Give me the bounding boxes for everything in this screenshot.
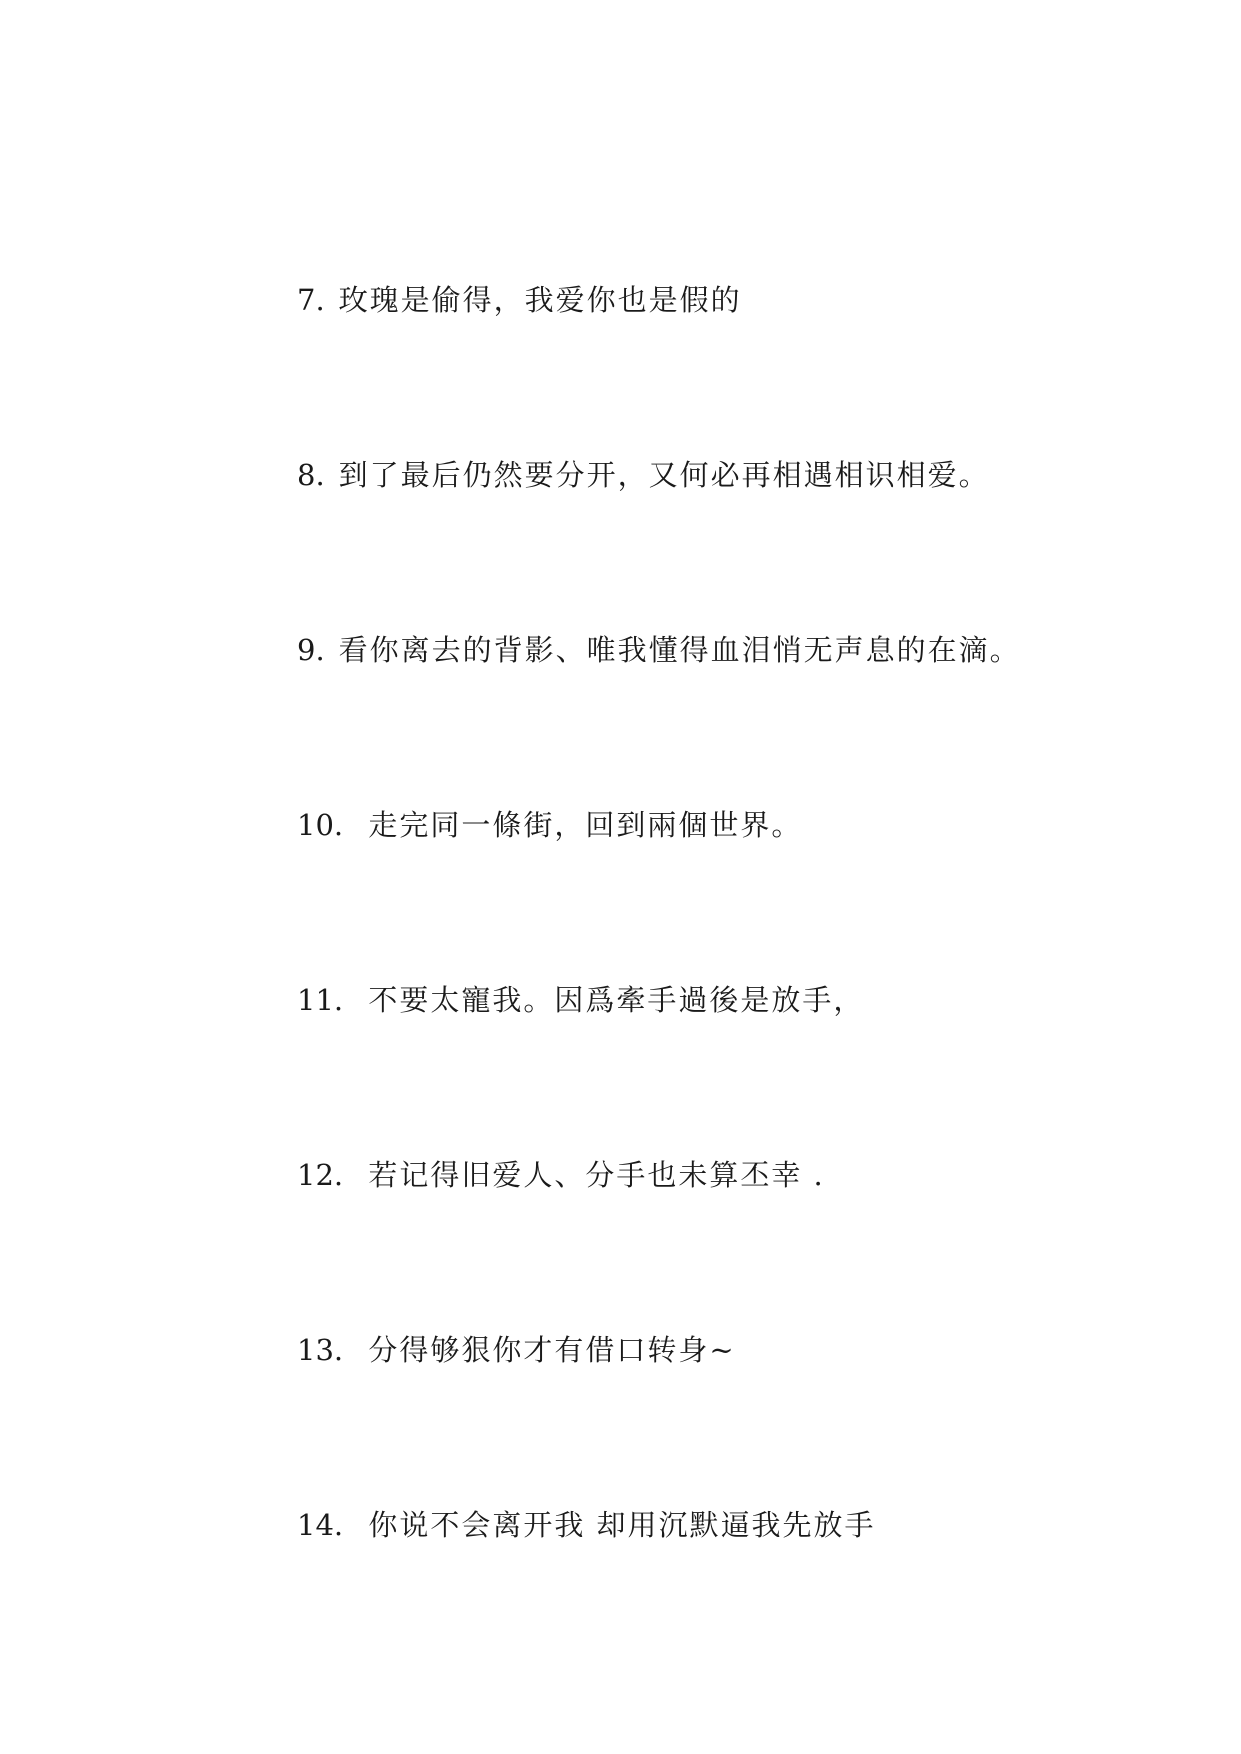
item-number: 7. <box>297 283 325 317</box>
item-text: 走完同一條街，回到兩個世界。 <box>357 808 803 842</box>
item-text: 到了最后仍然要分开，又何必再相遇相识相爱。 <box>338 458 990 492</box>
item-text: 若记得旧爱人、分手也未算丕幸 . <box>357 1158 825 1192</box>
item-number: 11. <box>297 983 344 1017</box>
list-item <box>297 1505 876 1545</box>
item-number: 14. <box>297 1508 344 1542</box>
item-text: 不要太寵我。因爲牽手過後是放手， <box>357 983 865 1017</box>
list-item <box>297 280 742 320</box>
item-number: 8. <box>297 458 325 492</box>
item-number: 13. <box>297 1333 344 1367</box>
item-text: 玫瑰是偷得，我爱你也是假的 <box>338 283 742 317</box>
list-item <box>297 805 802 845</box>
list-item <box>297 455 990 495</box>
item-number: 10. <box>297 808 344 842</box>
item-text: 分得够狠你才有借口转身~ <box>357 1333 736 1367</box>
list-item <box>297 630 1021 670</box>
list-item <box>297 1155 825 1195</box>
list-item <box>297 980 864 1020</box>
item-text: 你说不会离开我 却用沉默逼我先放手 <box>357 1508 876 1542</box>
item-number: 12. <box>297 1158 344 1192</box>
item-text: 看你离去的背影、唯我懂得血泪悄无声息的在滴。 <box>338 633 1021 667</box>
item-number: 9. <box>297 633 325 667</box>
list-item <box>297 1330 736 1370</box>
